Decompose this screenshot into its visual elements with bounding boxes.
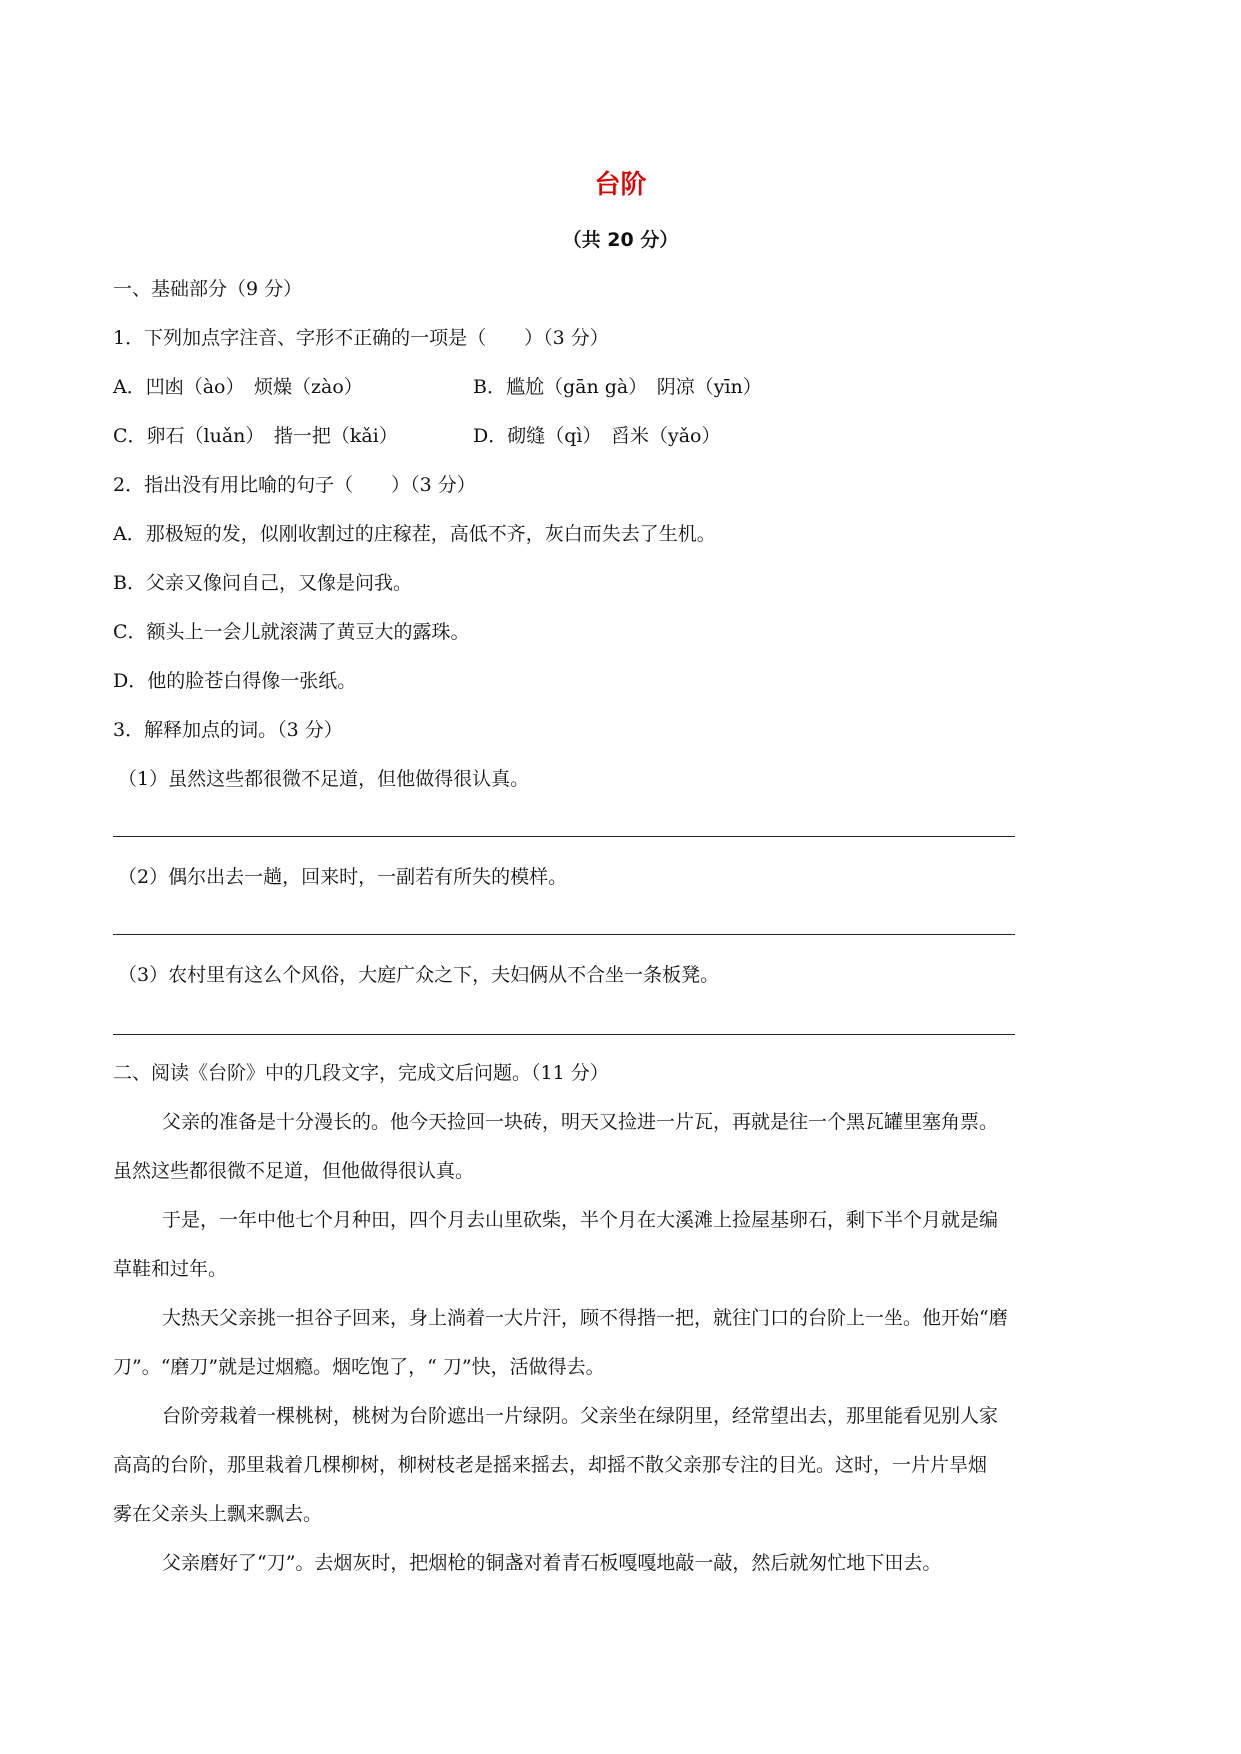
- q3-item-3: （3）农村里有这么个风俗，大庭广众之下，夫妇俩从不合坐一条板凳。: [118, 964, 720, 986]
- q2-option-b: B．父亲又像问自己，又像是问我。: [113, 572, 412, 594]
- q1-option-d: D．砌缝（qì） 舀米（yǎo）: [473, 425, 721, 447]
- q2-option-a: A．那极短的发，似刚收割过的庄稼茬，高低不齐，灰白而失去了生机。: [113, 523, 716, 545]
- passage-line: 父亲的准备是十分漫长的。他今天捡回一块砖，明天又捡进一片瓦，再就是往一个黑瓦罐里塞角票。: [162, 1111, 999, 1133]
- q1-option-c: C．卵石（luǎn） 揩一把（kǎi）: [113, 425, 398, 447]
- passage-line: 草鞋和过年。: [113, 1258, 228, 1280]
- passage-line: 虽然这些都很微不足道，但他做得很认真。: [113, 1160, 475, 1182]
- answer-line-3[interactable]: [113, 1034, 1015, 1035]
- passage-line: 台阶旁栽着一棵桃树，桃树为台阶遮出一片绿阴。父亲坐在绿阴里，经常望出去，那里能看见别人家: [162, 1405, 999, 1427]
- passage-line: 刀”。“磨刀”就是过烟瘾。烟吃饱了，“ 刀”快，活做得去。: [113, 1356, 605, 1378]
- passage-line: 于是，一年中他七个月种田，四个月去山里砍柴，半个月在大溪滩上捡屋基卵石，剩下半个月就是编: [162, 1209, 999, 1231]
- q1-option-a: A．凹凼（ào） 烦燥（zào）: [113, 376, 363, 398]
- q1-stem: 1．下列加点字注音、字形不正确的一项是（ ）（3 分）: [113, 327, 609, 349]
- page-title: 台阶: [594, 170, 647, 200]
- q2-option-c: C．额头上一会儿就滚满了黄豆大的露珠。: [113, 621, 470, 643]
- q3-item-2: （2）偶尔出去一趟，回来时，一副若有所失的模样。: [118, 866, 568, 888]
- answer-line-2[interactable]: [113, 934, 1015, 935]
- answer-line-1[interactable]: [113, 836, 1015, 837]
- passage-line: 父亲磨好了“刀”。去烟灰时，把烟枪的铜盏对着青石板嘎嘎地敲一敲，然后就匆忙地下田去。: [162, 1552, 942, 1574]
- passage-line: 高高的台阶，那里栽着几棵柳树，柳树枝老是摇来摇去，却摇不散父亲那专注的目光。这时，一片片旱烟: [113, 1454, 988, 1476]
- section2-heading: 二、阅读《台阶》中的几段文字，完成文后问题。（11 分）: [113, 1062, 609, 1084]
- q3-item-1: （1）虽然这些都很微不足道，但他做得很认真。: [118, 768, 530, 790]
- passage-line: 雾在父亲头上飘来飘去。: [113, 1503, 323, 1525]
- q1-option-b: B．尴尬（gān gà） 阴凉（yīn）: [473, 376, 762, 398]
- q2-stem: 2．指出没有用比喻的句子（ ）（3 分）: [113, 474, 476, 496]
- q2-option-d: D．他的脸苍白得像一张纸。: [113, 670, 357, 692]
- passage-line: 大热天父亲挑一担谷子回来，身上淌着一大片汗，顾不得揩一把，就往门口的台阶上一坐。他开始“磨: [162, 1307, 1008, 1329]
- q3-stem: 3．解释加点的词。（3 分）: [113, 719, 343, 741]
- section1-heading: 一、基础部分（9 分）: [113, 278, 303, 300]
- total-score: （共 20 分）: [562, 229, 679, 251]
